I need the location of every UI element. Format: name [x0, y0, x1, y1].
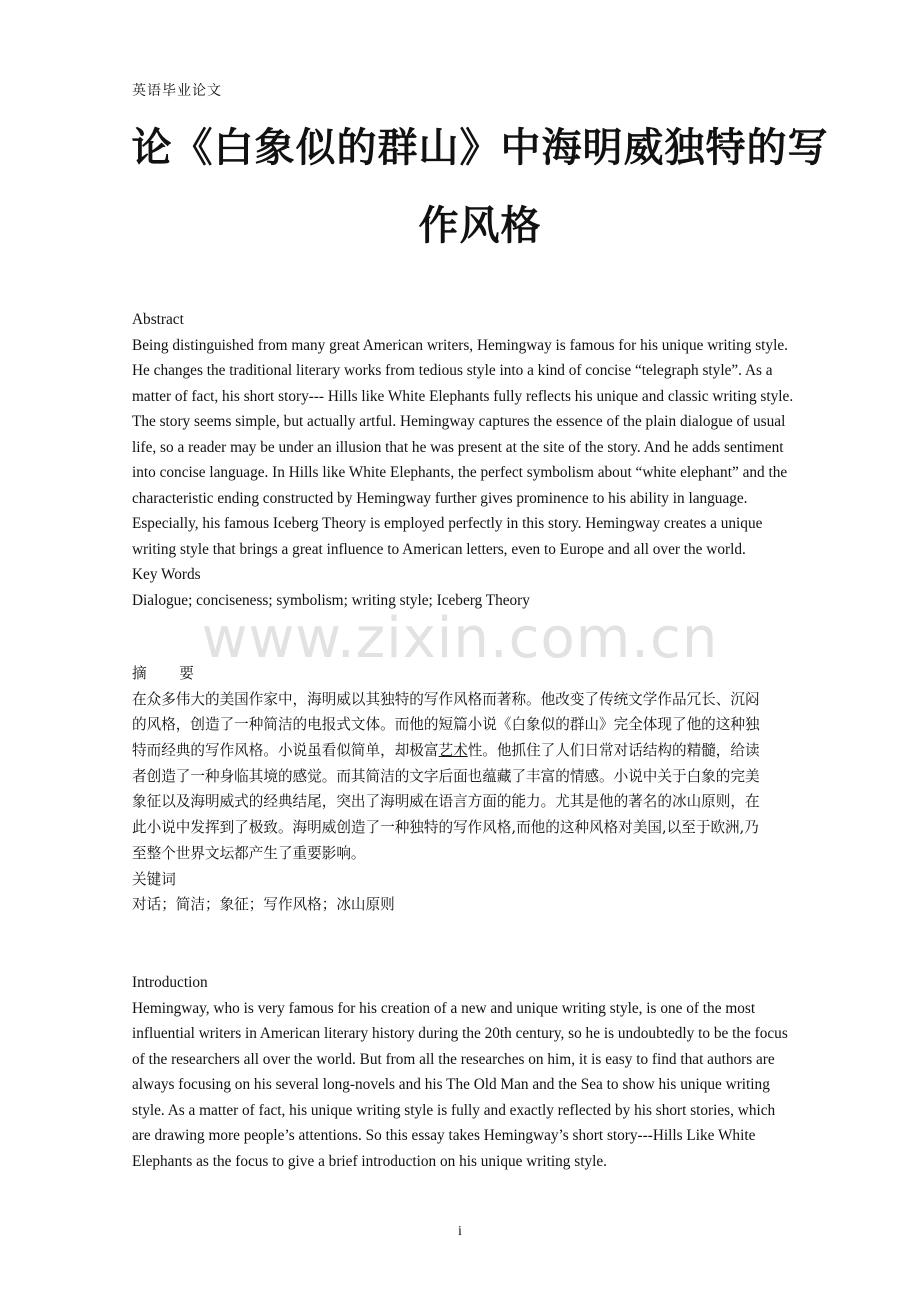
introduction-line: Hemingway, who is very famous for his creation of a new and unique writing style, is one of the most: [132, 999, 756, 1017]
introduction-line: influential writers in American literary history during the 20th century, so he is undoubtedly to be the focus: [132, 1025, 788, 1042]
introduction-line: style. As a matter of fact, his unique writing style is fully and exactly reflected by his short stories, which: [132, 1101, 776, 1119]
abstract-zh-section: [132, 661, 842, 918]
abstract-zh-line: 者创造了一种身临其境的感觉。而其简洁的文字后面也蕴藏了丰富的情感。小说中关于白象的完美: [132, 767, 760, 785]
keywords-heading: Key Words: [132, 566, 201, 583]
abstract-zh-line: [132, 738, 842, 764]
keywords-zh-text: 对话；简洁；象征；写作风格；冰山原则: [132, 896, 395, 914]
abstract-zh-line: 在众多伟大的美国作家中，海明威以其独特的写作风格而著称。他改变了传统文学作品冗长、沉闷: [132, 690, 760, 708]
page-number: i: [458, 1224, 462, 1239]
abstract-zh-line: 的风格，创造了一种简洁的电报式文体。而他的短篇小说《白象似的群山》完全体现了他的这种独: [132, 716, 760, 734]
watermark: www.zixin.com.cn: [201, 606, 719, 671]
abstract-zh-line-part: 性。他抓住了人们日常对话结构的精髓，给读: [467, 742, 760, 760]
abstract-line: Being distinguished from many great American writers, Hemingway is famous for his unique writing style.: [132, 336, 788, 354]
running-header: 英语毕业论文: [132, 83, 222, 99]
keywords-zh-heading: 关键词: [132, 870, 176, 888]
keywords-text: Dialogue; conciseness; symbolism; writing style; Iceberg Theory: [132, 591, 530, 609]
abstract-line: matter of fact, his short story--- Hills like White Elephants fully reflects his unique and classic writing style.: [132, 387, 794, 405]
title-line-2: 作风格: [418, 203, 542, 249]
abstract-zh-line-part: 特而经典的写作风格。小说虽看似简单，却极富: [132, 742, 439, 760]
abstract-line: life, so a reader may be under an illusion that he was present at the site of the story. And he adds sentiment: [132, 438, 784, 456]
abstract-zh-line: 象征以及海明威式的经典结尾，突出了海明威在语言方面的能力。尤其是他的著名的冰山原则，在: [132, 793, 760, 811]
introduction-section: [132, 970, 842, 1174]
introduction-line: Elephants as the focus to give a brief introduction on his unique writing style.: [132, 1152, 607, 1170]
introduction-line: of the researchers all over the world. But from all the researches on him, it is easy to find that authors are: [132, 1050, 775, 1068]
abstract-section: [132, 307, 842, 613]
page-title: [100, 109, 860, 265]
introduction-line: always focusing on his several long-novels and his The Old Man and the Sea to show his unique writing: [132, 1076, 770, 1093]
abstract-line: Especially, his famous Iceberg Theory is employed perfectly in this story. Hemingway creates a unique: [132, 515, 763, 532]
title-line-1: 论《白象似的群山》中海明威独特的写: [131, 125, 829, 171]
abstract-line: writing style that brings a great influence to American letters, even to Europe and all over the world.: [132, 540, 746, 558]
abstract-heading: Abstract: [132, 311, 184, 328]
abstract-zh-heading: 摘 要: [132, 665, 208, 682]
introduction-heading: Introduction: [132, 974, 208, 991]
introduction-line: are drawing more people’s attentions. So this essay takes Hemingway’s short story---Hills Like White: [132, 1127, 756, 1144]
underlined-term: 艺术: [438, 742, 468, 760]
abstract-zh-line: 此小说中发挥到了极致。海明威创造了一种独特的写作风格,而他的这种风格对美国,以至于欧洲,乃: [132, 819, 759, 837]
abstract-line: The story seems simple, but actually artful. Hemingway captures the essence of the plain dialogue of usual: [132, 413, 786, 430]
abstract-zh-line: 至整个世界文坛都产生了重要影响。: [132, 844, 366, 862]
abstract-line: characteristic ending constructed by Hemingway further gives prominence to his ability in language.: [132, 489, 748, 507]
abstract-line: into concise language. In Hills like White Elephants, the perfect symbolism about “white elephant” and the: [132, 464, 788, 481]
abstract-line: He changes the traditional literary works from tedious style into a kind of concise “telegraph style”. As a: [132, 362, 773, 379]
